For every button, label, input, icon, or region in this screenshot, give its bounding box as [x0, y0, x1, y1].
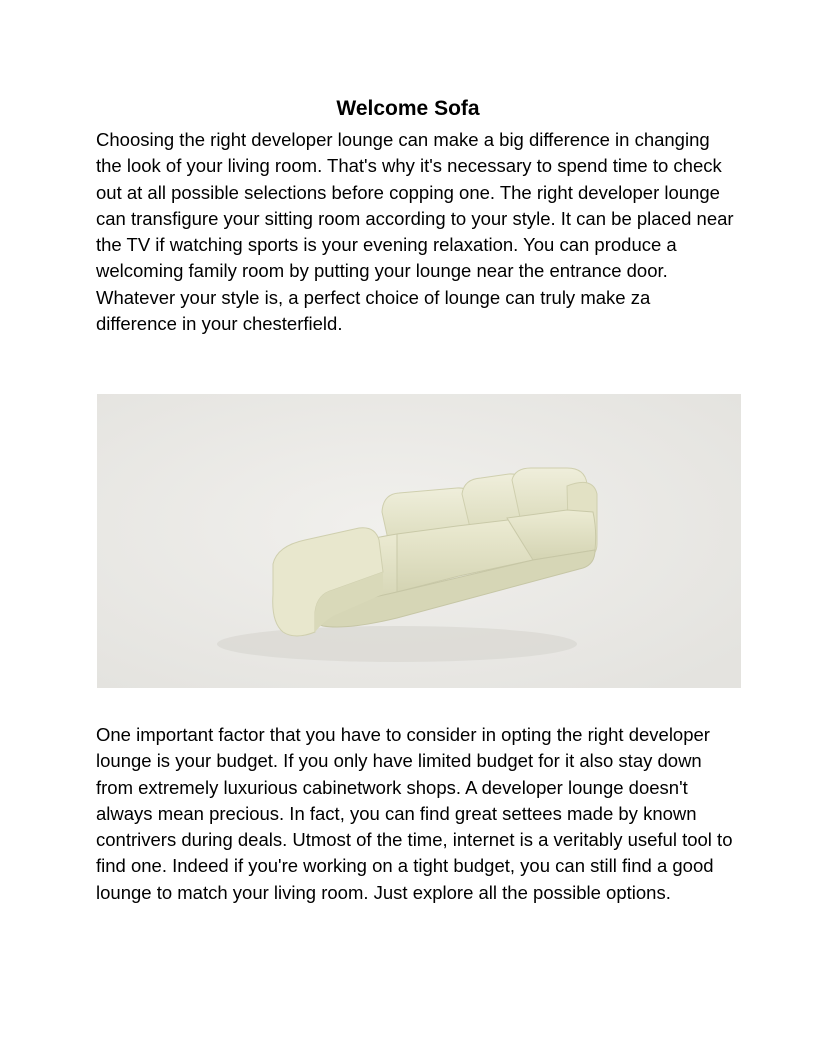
- page-title: Welcome Sofa: [336, 97, 480, 120]
- budget-paragraph: One important factor that you have to consider in opting the right developer lounge is your budget. If you only have limited budget for it also stay down from extremely luxurious cabinetwork shops. A developer lounge doesn't always mean precious. In fact, you can find great settees made by known contrivers during deals. Utmost of the time, internet is a veritably useful tool to find one. Indeed if you're working on a tight budget, you can still find a good lounge to match your living room. Just explore all the possible options.: [96, 724, 733, 903]
- intro-paragraph: Choosing the right developer lounge can make a big difference in changing the look of your living room. That's why it's necessary to spend time to check out at all possible selections before copping one. The right developer lounge can transfigure your sitting room according to your style. It can be placed near the TV if watching sports is your evening relaxation. You can produce a welcoming family room by putting your lounge near the entrance door. Whatever your style is, a perfect choice of lounge can truly make za difference in your chesterfield.: [96, 129, 734, 335]
- sofa-illustration: [97, 394, 741, 688]
- floor-shadow: [217, 626, 577, 662]
- sofa-photo: [97, 394, 741, 688]
